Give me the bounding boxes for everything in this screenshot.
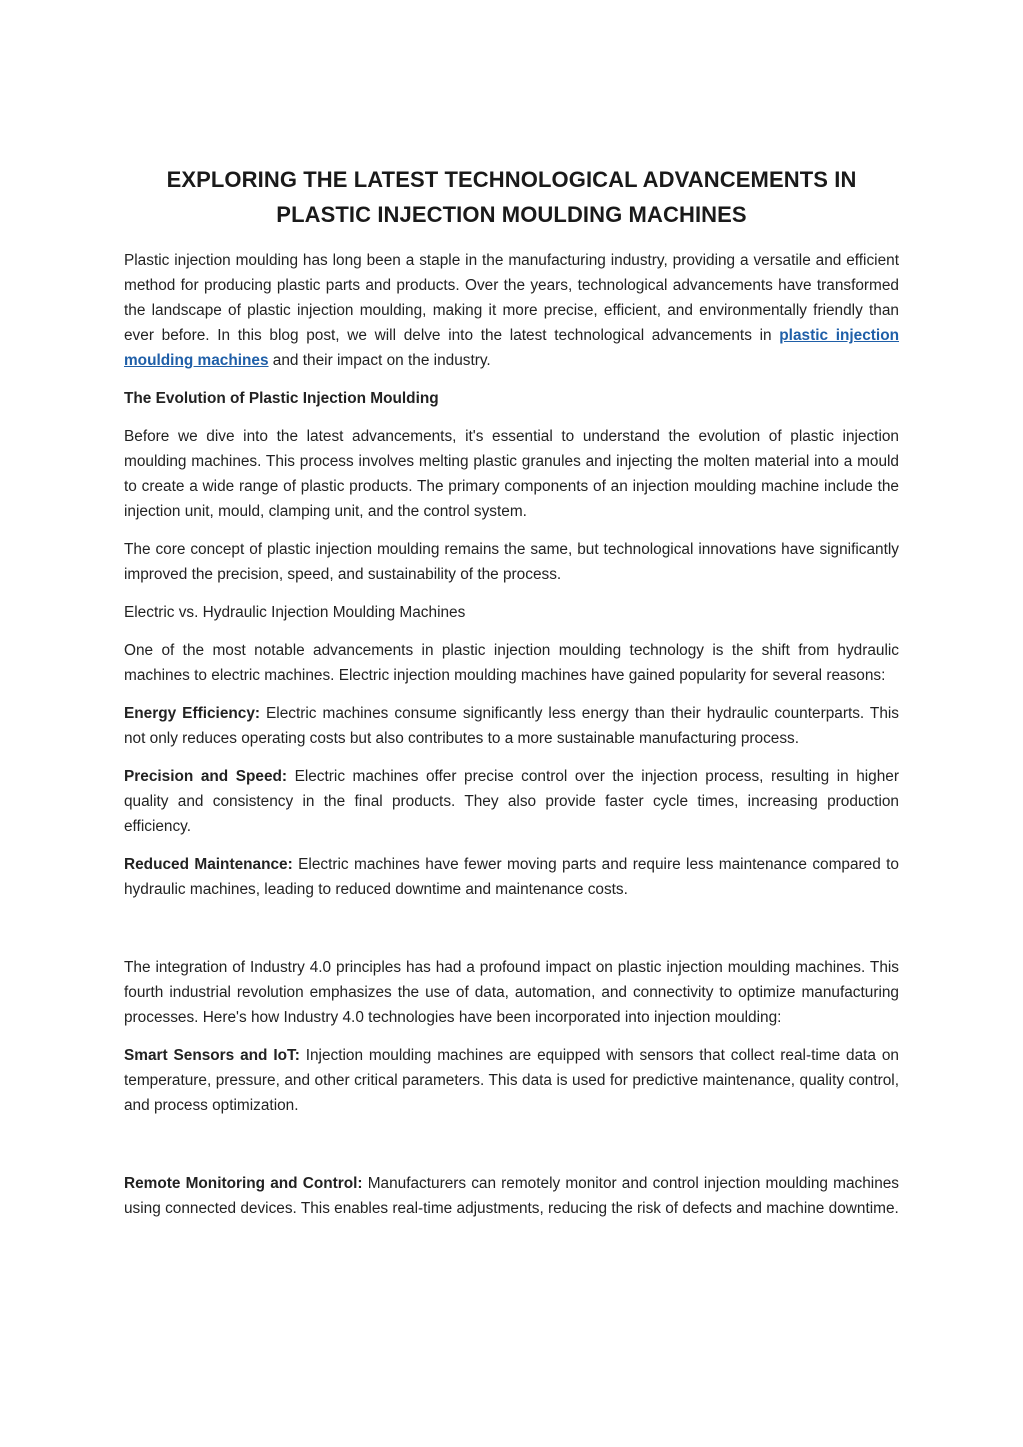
- point-text: Manufacturers can remotely monitor and control injection moulding machines using connected devices. This enables real-time adjustments, reducing the risk of defects and machine downtime.: [124, 1175, 900, 1217]
- point-text: Electric machines consume significantly less energy than their hydraulic counterparts. This not only reduces operating costs but also contributes to a more sustainable manufacturing process.: [124, 705, 899, 747]
- evolution-heading: The Evolution of Plastic Injection Moulding: [124, 390, 439, 407]
- intro-text-before: Plastic injection moulding has long been a staple in the manufacturing industry, providing a versatile and efficient method for producing plastic parts and products. Over the years, technological advancements have transformed the landscape of plastic injection moulding, making it more precise, efficient, and environmentally friendly than ever before. In this blog post, we will delve into the latest technological advancements in: [124, 252, 899, 344]
- point-text: Electric machines offer precise control over the injection process, resulting in higher quality and consistency in the final products. They also provide faster cycle times, increasing production efficiency.: [124, 768, 899, 835]
- intro-text-after: and their impact on the industry.: [268, 352, 491, 369]
- section-spacer: [124, 915, 899, 955]
- page-title: [124, 162, 899, 232]
- evolution-paragraph-1: Before we dive into the latest advancements, it's essential to understand the evolution of plastic injection moulding machines. This process involves melting plastic granules and injecting the molten material into a mould to create a wide range of plastic products. The primary components of an injection moulding machine include the injection unit, mould, clamping unit, and the control system.: [124, 428, 899, 520]
- point-remote-monitoring: [124, 1171, 899, 1221]
- machines-link[interactable]: plastic injection moulding machines: [124, 327, 900, 369]
- intro-paragraph: [124, 248, 899, 373]
- point-smart-sensors: [124, 1043, 899, 1118]
- point-label: Reduced Maintenance:: [124, 856, 293, 873]
- point-text: Electric machines have fewer moving parts and require less maintenance compared to hydraulic machines, leading to reduced downtime and maintenance costs.: [124, 856, 899, 898]
- point-label: Smart Sensors and IoT:: [124, 1047, 300, 1064]
- point-label: Energy Efficiency:: [124, 705, 261, 722]
- section-spacer: [124, 1131, 899, 1171]
- point-label: Precision and Speed:: [124, 768, 288, 785]
- point-label: Remote Monitoring and Control:: [124, 1175, 363, 1192]
- electric-heading: Electric vs. Hydraulic Injection Moulding Machines: [124, 604, 466, 621]
- point-text: Injection moulding machines are equipped with sensors that collect real-time data on temperature, pressure, and other critical parameters. This data is used for predictive maintenance, quality control, and process optimization.: [124, 1047, 899, 1114]
- document-page: [124, 162, 899, 1234]
- electric-intro-paragraph: One of the most notable advancements in plastic injection moulding technology is the shift from hydraulic machines to electric machines. Electric injection moulding machines have gained popularity for several reasons:: [124, 642, 899, 684]
- point-precision-speed: [124, 764, 899, 839]
- title-line-1: EXPLORING THE LATEST TECHNOLOGICAL ADVANCEMENTS IN: [166, 167, 857, 192]
- industry-intro-paragraph: The integration of Industry 4.0 principles has had a profound impact on plastic injection moulding machines. This fourth industrial revolution emphasizes the use of data, automation, and connectivity to optimize manufacturing processes. Here's how Industry 4.0 technologies have been incorporated into injection moulding:: [124, 959, 899, 1026]
- point-reduced-maintenance: [124, 852, 899, 902]
- evolution-paragraph-2: The core concept of plastic injection moulding remains the same, but technological innovations have significantly improved the precision, speed, and sustainability of the process.: [124, 541, 899, 583]
- point-energy-efficiency: [124, 701, 899, 751]
- title-line-2: PLASTIC INJECTION MOULDING MACHINES: [276, 202, 747, 227]
